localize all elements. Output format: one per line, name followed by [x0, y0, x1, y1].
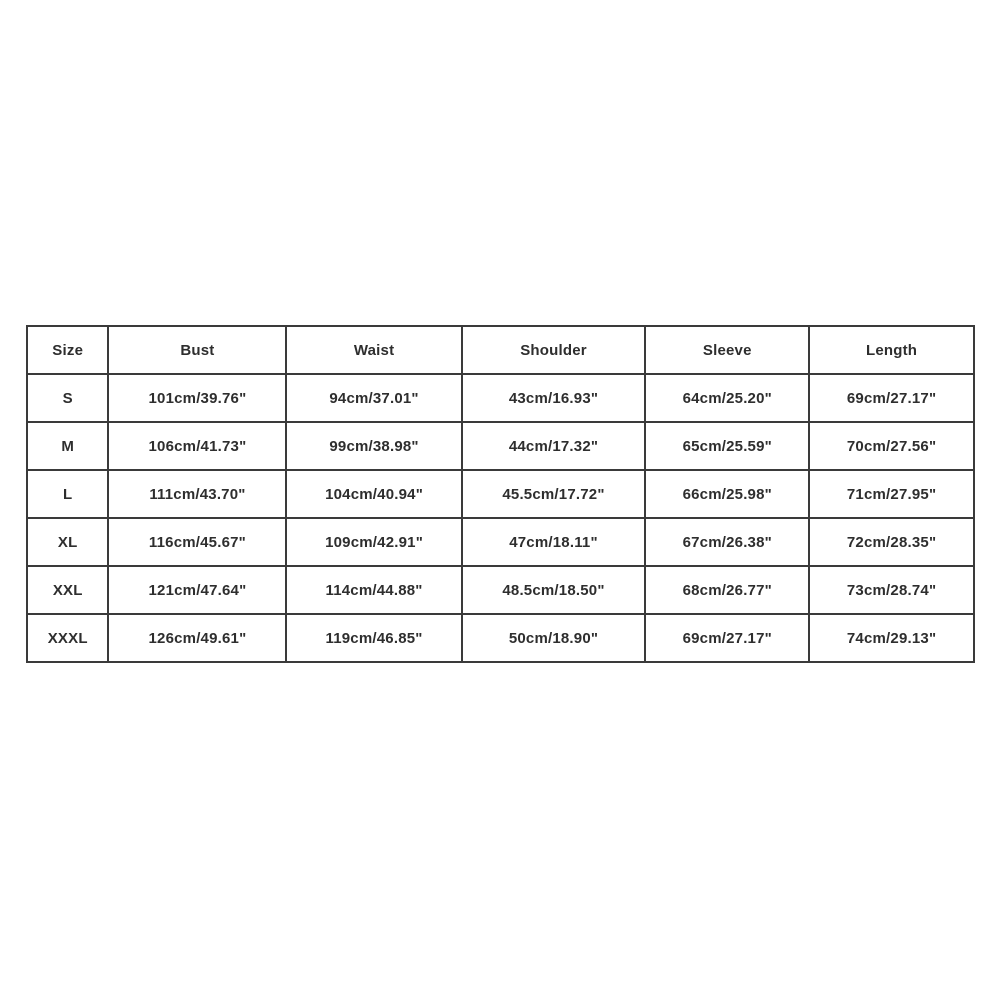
measurement-cell: 106cm/41.73" [108, 422, 286, 470]
column-header-waist: Waist [286, 326, 461, 374]
measurement-cell: 114cm/44.88" [286, 566, 461, 614]
table-row [27, 614, 974, 662]
measurement-cell: 111cm/43.70" [108, 470, 286, 518]
measurement-cell: 94cm/37.01" [286, 374, 461, 422]
table-row [27, 518, 974, 566]
size-chart [26, 325, 975, 663]
table-row [27, 470, 974, 518]
measurement-cell: 70cm/27.56" [809, 422, 974, 470]
header-row [27, 326, 974, 374]
table-row [27, 374, 974, 422]
measurement-cell: 68cm/26.77" [645, 566, 809, 614]
measurement-cell: 64cm/25.20" [645, 374, 809, 422]
size-chart-table [26, 325, 975, 663]
column-header-length: Length [809, 326, 974, 374]
measurement-cell: 48.5cm/18.50" [462, 566, 646, 614]
measurement-cell: 50cm/18.90" [462, 614, 646, 662]
measurement-cell: 116cm/45.67" [108, 518, 286, 566]
size-label-cell: XXXL [27, 614, 108, 662]
measurement-cell: 104cm/40.94" [286, 470, 461, 518]
column-header-shoulder: Shoulder [462, 326, 646, 374]
measurement-cell: 67cm/26.38" [645, 518, 809, 566]
table-row [27, 422, 974, 470]
column-header-sleeve: Sleeve [645, 326, 809, 374]
measurement-cell: 69cm/27.17" [645, 614, 809, 662]
measurement-cell: 72cm/28.35" [809, 518, 974, 566]
measurement-cell: 66cm/25.98" [645, 470, 809, 518]
measurement-cell: 73cm/28.74" [809, 566, 974, 614]
measurement-cell: 65cm/25.59" [645, 422, 809, 470]
measurement-cell: 47cm/18.11" [462, 518, 646, 566]
size-label-cell: XXL [27, 566, 108, 614]
size-label-cell: XL [27, 518, 108, 566]
measurement-cell: 121cm/47.64" [108, 566, 286, 614]
column-header-size: Size [27, 326, 108, 374]
size-label-cell: S [27, 374, 108, 422]
measurement-cell: 69cm/27.17" [809, 374, 974, 422]
column-header-bust: Bust [108, 326, 286, 374]
measurement-cell: 99cm/38.98" [286, 422, 461, 470]
measurement-cell: 43cm/16.93" [462, 374, 646, 422]
table-row [27, 566, 974, 614]
measurement-cell: 126cm/49.61" [108, 614, 286, 662]
measurement-cell: 45.5cm/17.72" [462, 470, 646, 518]
measurement-cell: 119cm/46.85" [286, 614, 461, 662]
size-label-cell: L [27, 470, 108, 518]
size-label-cell: M [27, 422, 108, 470]
measurement-cell: 71cm/27.95" [809, 470, 974, 518]
measurement-cell: 74cm/29.13" [809, 614, 974, 662]
measurement-cell: 109cm/42.91" [286, 518, 461, 566]
measurement-cell: 44cm/17.32" [462, 422, 646, 470]
measurement-cell: 101cm/39.76" [108, 374, 286, 422]
table-body [27, 374, 974, 662]
